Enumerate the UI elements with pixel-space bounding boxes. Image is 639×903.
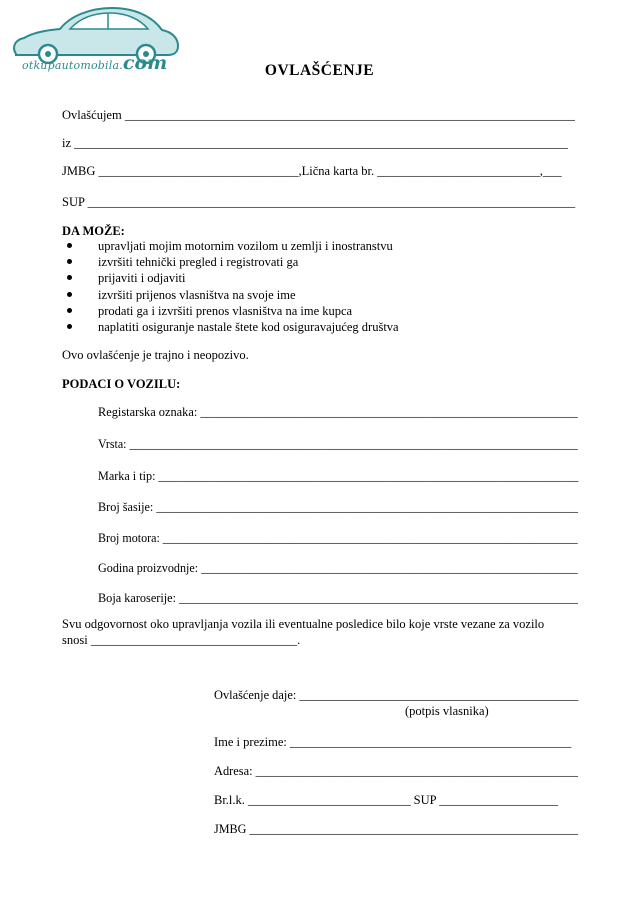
field-broj-sasije[interactable]: Broj šasije: _____________________________________________________________________ <box>98 500 578 514</box>
logo-text: otkupautomobila.com <box>22 52 168 74</box>
field-iz[interactable]: iz _______________________________________________________________________________ <box>62 136 568 150</box>
field-sup[interactable]: SUP ______________________________________________________________________________ <box>62 195 576 209</box>
field-ime-i-prezime[interactable]: Ime i prezime: _____________________________________________ <box>214 735 572 749</box>
signature-caption: (potpis vlasnika) <box>405 704 489 718</box>
list-item: prijaviti i odjaviti <box>62 270 399 286</box>
responsibility-line2[interactable]: snosi _________________________________. <box>62 633 301 647</box>
field-ovlascenje-daje[interactable]: Ovlašćenje daje: _____________________________________________ <box>214 688 579 702</box>
list-item: upravljati mojim motornim vozilom u zemlji i inostranstvu <box>62 238 399 254</box>
field-adresa[interactable]: Adresa: ____________________________________________________ <box>214 764 578 778</box>
field-signature-jmbg[interactable]: JMBG ______________________________________________________ <box>214 822 578 836</box>
field-boja-karoserije[interactable]: Boja karoserije: _________________________________________________________________ <box>98 591 578 605</box>
responsibility-line1: Svu odgovornost oko upravljanja vozila ili eventualne posledice bilo koje vrste vezane za vozilo <box>62 617 545 631</box>
permission-list <box>62 238 399 335</box>
field-ovlascujem[interactable]: Ovlašćujem ________________________________________________________________________ <box>62 108 575 122</box>
field-vrsta[interactable]: Vrsta: ___________________________________________________________________________ <box>98 437 578 451</box>
permanent-note: Ovo ovlašćenje je trajno i neopozivo. <box>62 348 249 362</box>
list-item: prodati ga i izvršiti prenos vlasništva na ime kupca <box>62 303 399 319</box>
field-broj-motora[interactable]: Broj motora: _____________________________________________________________________ <box>98 531 578 545</box>
da-moze-heading: DA MOŽE: <box>62 224 125 238</box>
field-marka-i-tip[interactable]: Marka i tip: _____________________________________________________________________ <box>98 469 579 483</box>
list-item: izvršiti prijenos vlasništva na svoje ime <box>62 287 399 303</box>
list-item: izvršiti tehnički pregled i registrovati ga <box>62 254 399 270</box>
page-title: OVLAŠĆENJE <box>264 62 375 79</box>
field-godina-proizvodnje[interactable]: Godina proizvodnje: ______________________________________________________________ <box>98 561 578 575</box>
field-registarska-oznaka[interactable]: Registarska oznaka: _____________________________________________________________ <box>98 405 578 419</box>
vehicle-heading: PODACI O VOZILU: <box>62 377 181 391</box>
field-br-lk-sup[interactable]: Br.l.k. __________________________ SUP ___________________ <box>214 793 559 807</box>
field-jmbg-licna-karta[interactable]: JMBG ________________________________,Lična karta br. __________________________,___ <box>62 164 562 178</box>
list-item: naplatiti osiguranje nastale štete kod osiguravajućeg društva <box>62 319 399 335</box>
